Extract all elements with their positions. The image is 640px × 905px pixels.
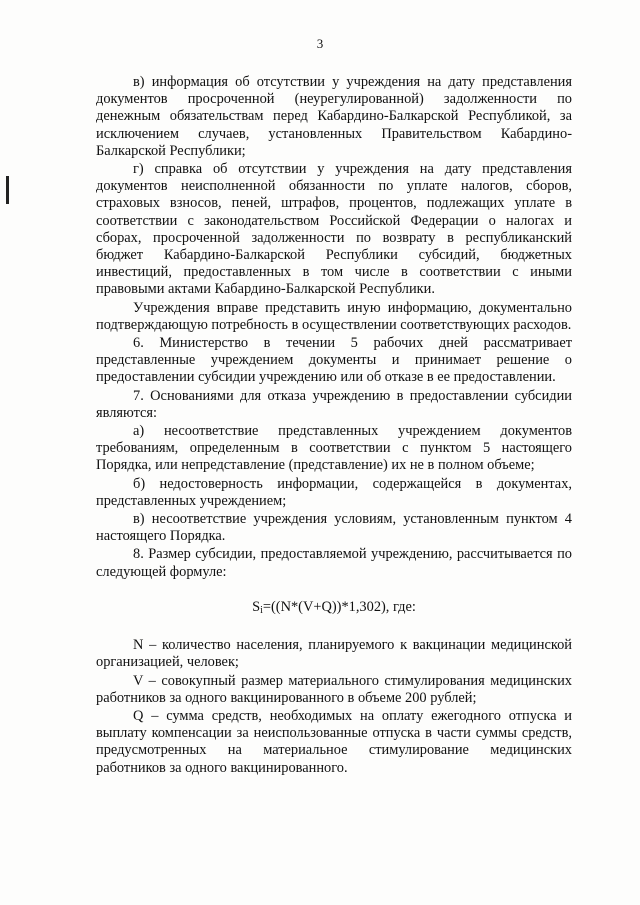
paragraph-item-g: г) справка об отсутствии у учреждения на дату представления документов неисполненной обязанности по уплате налогов, сборов, страховых взносов, пеней, штрафов, процентов, подлежащих уплате в соответствии с законодательством Российской Федерации о налогах и сборах, просроченной задолженности по возврату в республиканский бюджет Кабардино-Балкарской Республики субсидий, бюджетных инвестиций, предоставленных в том числе в соответствии с иными правовыми актами Кабардино-Балкарской Республики. (96, 161, 572, 298)
formula-rhs: =((N*(V+Q))*1,302), где: (262, 598, 416, 615)
paragraph-7b: б) недостоверность информации, содержащейся в документах, представленных учреждением; (96, 475, 572, 509)
definition-q: Q – сумма средств, необходимых на оплату ежегодного отпуска и выплату компенсации за неиспользованные отпуска в части суммы средств, предусмотренных на материальное стимулирование медицинских работников за одного вакцинированного. (96, 707, 572, 776)
paragraph-item-v: в) информация об отсутствии у учреждения на дату представления документов просроченной (неурегулированной) задолженности по денежным обязательствам перед Кабардино-Балкарской Республикой, за исключением случаев, установленных Правительством Кабардино-Балкарской Республики; (96, 74, 572, 159)
subsidy-formula (96, 599, 572, 619)
page-number: 3 (316, 36, 324, 51)
definition-n: N – количество населения, планируемого к вакцинации медицинской организацией, человек; (96, 637, 572, 671)
paragraph-7a: а) несоответствие представленных учреждением документов требованиям, определенным в соответствии с пунктом 5 настоящего Порядка, или непредставление (представление) их не в полном объеме; (96, 423, 572, 474)
paragraph-6: 6. Министерство в течении 5 рабочих дней рассматривает представленные учреждением документы и принимает решение о предоставлении субсидии учреждению или об отказе в ее предоставлении. (96, 335, 572, 386)
formula-lhs: S (252, 598, 261, 615)
paragraph-additional-info: Учреждения вправе представить иную информацию, документально подтверждающую потребность в осуществлении соответствующих расходов. (96, 299, 572, 333)
document-body (96, 74, 572, 778)
paragraph-8: 8. Размер субсидии, предоставляемой учреждению, рассчитывается по следующей формуле: (96, 546, 572, 580)
paragraph-7v: в) несоответствие учреждения условиям, установленным пунктом 4 настоящего Порядка. (96, 511, 572, 545)
paragraph-7: 7. Основаниями для отказа учреждению в предоставлении субсидии являются: (96, 387, 572, 421)
definition-v: V – совокупный размер материального стимулирования медицинских работников за одного вакцинированного в объеме 200 рублей; (96, 672, 572, 706)
formula-lhs-subscript: i (260, 604, 263, 616)
margin-mark (6, 176, 9, 204)
